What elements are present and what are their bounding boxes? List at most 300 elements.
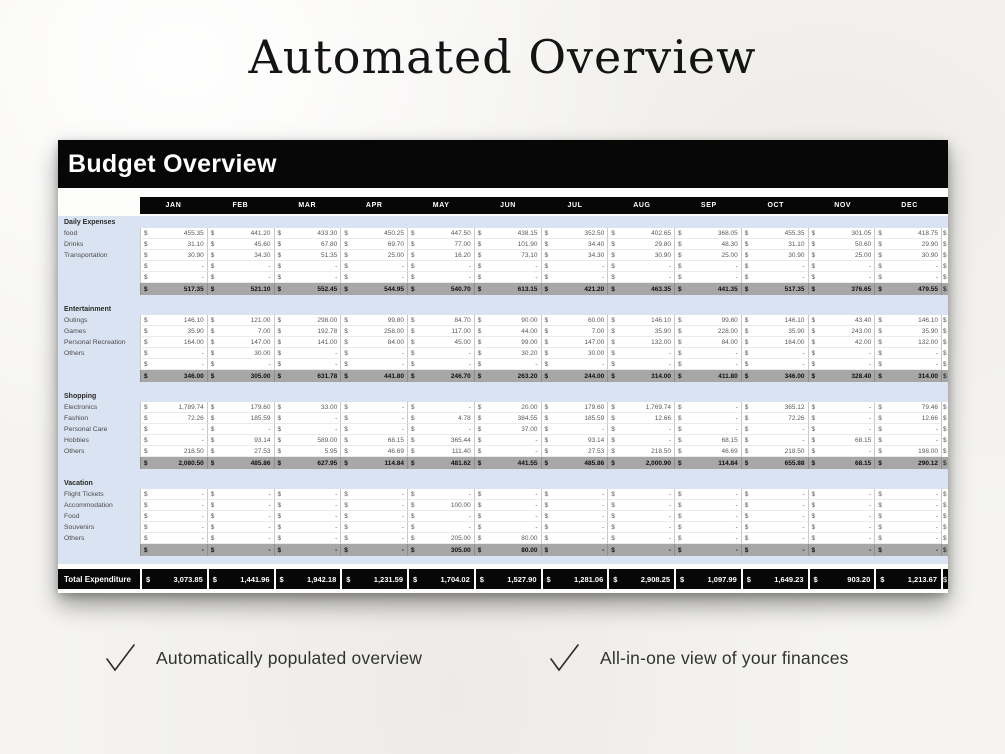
total-cell [476,569,541,589]
currency-symbol: $ [146,574,151,584]
cell-value: 30.20 [521,349,538,357]
currency-symbol: $ [411,349,415,357]
cell-value: - [468,523,471,531]
total-cell [409,569,474,589]
currency-symbol: $ [544,447,549,455]
currency-symbol: $ [611,262,615,270]
total-cell [876,569,941,589]
data-cell [140,315,207,326]
month-label: DEC [876,197,943,214]
currency-symbol: $ [678,338,682,346]
data-cell [474,413,541,424]
cell-value: 34.30 [587,251,605,259]
currency-symbol: $ [144,229,148,237]
subtotal-cell [607,544,674,556]
subtotal-row [58,544,948,556]
table-row [58,315,948,326]
currency-symbol: $ [544,262,549,270]
cell-value: 2,000.90 [645,459,671,467]
currency-symbol: $ [477,523,482,531]
cell-value: - [335,262,338,270]
currency-symbol: $ [411,285,415,293]
currency-symbol: $ [277,251,282,259]
cell-value: 30.90 [654,251,671,259]
data-cell [274,435,341,446]
data-cell [607,522,674,533]
cell-value: - [935,523,938,531]
cell-value: 450.25 [384,229,404,237]
currency-symbol: $ [744,251,749,259]
currency-symbol: $ [744,546,749,554]
cell-value: 1,942.18 [307,574,337,584]
data-cell [340,261,407,272]
cell-value: 132.00 [651,338,671,346]
currency-symbol: $ [411,523,415,531]
data-cell [808,402,875,413]
cell-value: - [602,523,605,531]
cell-value: - [668,534,671,542]
currency-symbol: $ [878,262,882,270]
cell-value: - [335,546,338,554]
data-cell [874,424,941,435]
currency-symbol: $ [344,403,348,411]
data-cell [207,511,274,522]
cell-value: 441.80 [384,372,404,380]
edge-sliver: $ [943,437,947,444]
currency-symbol: $ [411,262,415,270]
data-cell [674,239,741,250]
data-cell [140,511,207,522]
currency-symbol: $ [544,512,549,520]
currency-symbol: $ [611,490,615,498]
cell-value: 46.69 [721,447,738,455]
currency-symbol: $ [678,251,682,259]
cell-value: - [468,262,471,270]
feature-item [548,643,849,673]
cell-value: 438.15 [517,229,538,237]
currency-symbol: $ [678,512,682,520]
cell-value: - [735,490,738,498]
data-cell [340,402,407,413]
cell-value: - [869,534,872,542]
data-cell [674,500,741,511]
currency-symbol: $ [411,501,415,509]
data-cell [340,435,407,446]
data-cell [607,446,674,457]
cell-value: 205.00 [450,534,471,542]
data-cell [207,533,274,544]
cell-value: 84.70 [454,316,471,324]
subtotal-cell [340,370,407,382]
cell-value: 552.45 [317,285,338,293]
currency-symbol: $ [210,285,215,293]
subtotal-cell [741,370,808,382]
currency-symbol: $ [277,512,282,520]
cell-value: 314.00 [918,372,938,380]
cell-value: 384.55 [517,414,538,422]
data-cell [808,261,875,272]
month-label: SEP [675,197,742,214]
cell-value: - [401,349,404,357]
data-cell [407,348,474,359]
cell-value: - [535,447,538,455]
currency-symbol: $ [744,501,749,509]
currency-symbol: $ [144,316,148,324]
edge-sliver: $ [941,283,948,295]
currency-symbol: $ [277,501,282,509]
row-label: Personal Recreation [58,337,140,348]
cell-value: - [735,273,738,281]
data-cell [607,261,674,272]
data-cell [207,446,274,457]
cell-value: - [668,262,671,270]
currency-symbol: $ [811,436,816,444]
currency-symbol: $ [344,546,348,554]
cell-value: - [335,414,338,422]
cell-value: 67.80 [320,240,338,248]
currency-symbol: $ [744,240,749,248]
cell-value: - [668,360,671,368]
data-cell [674,272,741,283]
cell-value: 481.62 [450,459,471,467]
subtotal-cell [541,457,608,469]
currency-symbol: $ [210,262,215,270]
data-cell [808,272,875,283]
cell-value: 164.00 [183,338,204,346]
cell-value: - [802,425,805,433]
currency-symbol: $ [678,273,682,281]
data-cell [808,500,875,511]
currency-symbol: $ [477,349,482,357]
currency-symbol: $ [279,574,284,584]
cell-value: - [201,490,204,498]
data-cell [474,250,541,261]
cell-value: 99.00 [521,338,538,346]
row-label: Hobbies [58,435,140,446]
currency-symbol: $ [477,436,482,444]
subtotal-cell [674,457,741,469]
currency-symbol: $ [613,574,618,584]
edge-sliver: $ [941,370,948,382]
cell-value: - [602,273,605,281]
data-cell [874,326,941,337]
data-cell [541,424,608,435]
row-label: Flight Tickets [58,489,140,500]
cell-value: 111.40 [451,447,471,455]
cell-value: - [802,490,805,498]
cell-value: 447.50 [450,229,471,237]
cell-value: 179.60 [584,403,605,411]
currency-symbol: $ [611,447,615,455]
row-label: Games [58,326,140,337]
total-cell [543,569,608,589]
data-cell [207,261,274,272]
section-spacer [58,382,948,390]
currency-symbol: $ [144,240,148,248]
cell-value: - [335,349,338,357]
currency-symbol: $ [811,251,816,259]
cell-value: - [802,523,805,531]
currency-symbol: $ [811,360,816,368]
data-cell [274,261,341,272]
data-cell [207,239,274,250]
section-spacer [58,295,948,303]
cell-value: 31.10 [187,240,204,248]
cell-value: 441.55 [517,459,538,467]
currency-symbol: $ [411,316,415,324]
data-cell [674,424,741,435]
currency-symbol: $ [544,327,549,335]
subtotal-cell [607,370,674,382]
data-cell [674,337,741,348]
data-cell [607,489,674,500]
edge-sliver: $ [943,524,947,531]
row-label: Souvenirs [58,522,140,533]
subtotal-cell [274,544,341,556]
data-cell [340,337,407,348]
currency-symbol: $ [611,414,615,422]
edge-sliver: $ [943,339,947,346]
data-cell [274,326,341,337]
currency-symbol: $ [277,490,282,498]
cell-value: 99.80 [721,316,738,324]
data-cell [874,511,941,522]
cell-value: 613.15 [517,285,538,293]
data-cell [407,272,474,283]
currency-symbol: $ [611,338,615,346]
currency-symbol: $ [344,447,348,455]
row-label: Outings [58,315,140,326]
currency-symbol: $ [479,574,484,584]
data-cell [808,511,875,522]
currency-symbol: $ [210,316,215,324]
data-cell [274,533,341,544]
data-cell [607,326,674,337]
cell-value: 44.00 [521,327,538,335]
currency-symbol: $ [144,414,148,422]
cell-value: - [602,546,605,554]
currency-symbol: $ [210,403,215,411]
data-cell [541,446,608,457]
row-label [58,359,140,370]
cell-value: - [735,534,738,542]
cell-value: - [268,273,271,281]
cell-value: - [335,425,338,433]
currency-symbol: $ [611,534,615,542]
currency-symbol: $ [477,285,482,293]
cell-value: - [735,546,738,554]
currency-symbol: $ [144,546,148,554]
currency-symbol: $ [811,414,816,422]
data-cell [207,315,274,326]
currency-symbol: $ [878,240,882,248]
currency-symbol: $ [744,436,749,444]
currency-symbol: $ [277,229,282,237]
cell-value: - [602,501,605,509]
cell-value: 27.53 [254,447,271,455]
currency-symbol: $ [744,262,749,270]
cell-value: 93.14 [254,436,271,444]
cell-value: - [935,512,938,520]
cell-value: 1,769.74 [645,403,671,411]
data-cell [541,337,608,348]
edge-sliver: $ [943,426,947,433]
cell-value: 114.84 [384,459,404,467]
currency-symbol: $ [811,338,816,346]
currency-symbol: $ [344,501,348,509]
data-cell [140,424,207,435]
currency-symbol: $ [744,425,749,433]
cell-value: - [401,425,404,433]
cell-value: 30.90 [187,251,204,259]
cell-value: - [802,512,805,520]
cell-value: - [268,534,271,542]
currency-symbol: $ [811,262,816,270]
cell-value: - [401,534,404,542]
currency-symbol: $ [210,251,215,259]
subtotal-cell [808,544,875,556]
currency-symbol: $ [411,372,415,380]
currency-symbol: $ [411,403,415,411]
data-cell [274,250,341,261]
data-cell [474,435,541,446]
data-cell [474,359,541,370]
currency-symbol: $ [611,327,615,335]
data-cell [541,500,608,511]
data-cell [340,348,407,359]
data-cell [407,424,474,435]
subtotal-label [58,370,140,382]
currency-symbol: $ [544,349,549,357]
currency-symbol: $ [277,459,282,467]
currency-symbol: $ [477,512,482,520]
data-cell [874,522,941,533]
cell-value: - [201,534,204,542]
table-row [58,348,948,359]
data-cell [340,326,407,337]
month-label: JUL [542,197,609,214]
data-cell [674,228,741,239]
cell-value: - [735,414,738,422]
currency-symbol: $ [344,327,348,335]
currency-symbol: $ [678,349,682,357]
currency-symbol: $ [678,546,682,554]
month-label: FEB [207,197,274,214]
edge-sliver: $ [941,544,948,556]
cell-value: 68.15 [854,436,872,444]
currency-symbol: $ [544,414,549,422]
data-cell [541,402,608,413]
cell-value: - [401,490,404,498]
row-label: Food [58,511,140,522]
subtotal-label [58,457,140,469]
currency-symbol: $ [611,316,615,324]
cell-value: 314.00 [651,372,671,380]
data-cell [541,228,608,239]
data-cell [674,533,741,544]
currency-symbol: $ [878,338,882,346]
data-cell [474,489,541,500]
currency-symbol: $ [611,251,615,259]
currency-symbol: $ [878,436,882,444]
currency-symbol: $ [678,414,682,422]
check-icon [104,643,138,673]
data-cell [741,239,808,250]
currency-symbol: $ [477,372,482,380]
cell-value: 16.20 [454,251,471,259]
cell-value: 185.59 [250,414,271,422]
currency-symbol: $ [878,251,882,259]
cell-value: - [535,360,538,368]
data-cell [674,261,741,272]
edge-sliver: $ [943,252,947,259]
cell-value: 93.14 [587,436,605,444]
currency-symbol: $ [344,285,348,293]
cell-value: 1,231.59 [373,574,403,584]
edge-sliver: $ [943,328,947,335]
currency-symbol: $ [878,273,882,281]
currency-symbol: $ [277,285,282,293]
cell-value: 485.86 [584,459,605,467]
cell-value: 517.35 [784,285,805,293]
currency-symbol: $ [277,273,282,281]
cell-value: - [869,262,872,270]
data-cell [407,359,474,370]
table-row [58,522,948,533]
edge-sliver: $ [943,502,947,509]
currency-symbol: $ [811,240,816,248]
currency-symbol: $ [144,523,148,531]
table-row [58,435,948,446]
cell-value: 1,213.67 [907,574,937,584]
cell-value: - [602,425,605,433]
data-cell [340,315,407,326]
cell-value: - [668,523,671,531]
cell-value: - [935,349,938,357]
data-cell [674,446,741,457]
data-cell [741,250,808,261]
currency-symbol: $ [144,327,148,335]
month-header-sliver [943,197,948,214]
cell-value: 30.00 [587,349,605,357]
edge-sliver: $ [943,415,947,422]
cell-value: - [268,512,271,520]
currency-symbol: $ [744,338,749,346]
currency-symbol: $ [277,523,282,531]
currency-symbol: $ [544,240,549,248]
month-label: JAN [140,197,207,214]
currency-symbol: $ [144,285,148,293]
cell-value: - [335,273,338,281]
currency-symbol: $ [744,459,749,467]
cell-value: - [401,403,404,411]
cell-value: - [335,490,338,498]
edge-sliver: $ [943,317,947,324]
currency-symbol: $ [544,403,549,411]
data-cell [340,489,407,500]
month-header-spacer [58,197,140,214]
currency-symbol: $ [878,425,882,433]
data-cell [741,337,808,348]
data-cell [274,272,341,283]
data-cell [808,239,875,250]
data-cell [207,424,274,435]
currency-symbol: $ [277,372,282,380]
row-label [58,261,140,272]
currency-symbol: $ [544,490,549,498]
currency-symbol: $ [477,501,482,509]
cell-value: 72.26 [788,414,805,422]
